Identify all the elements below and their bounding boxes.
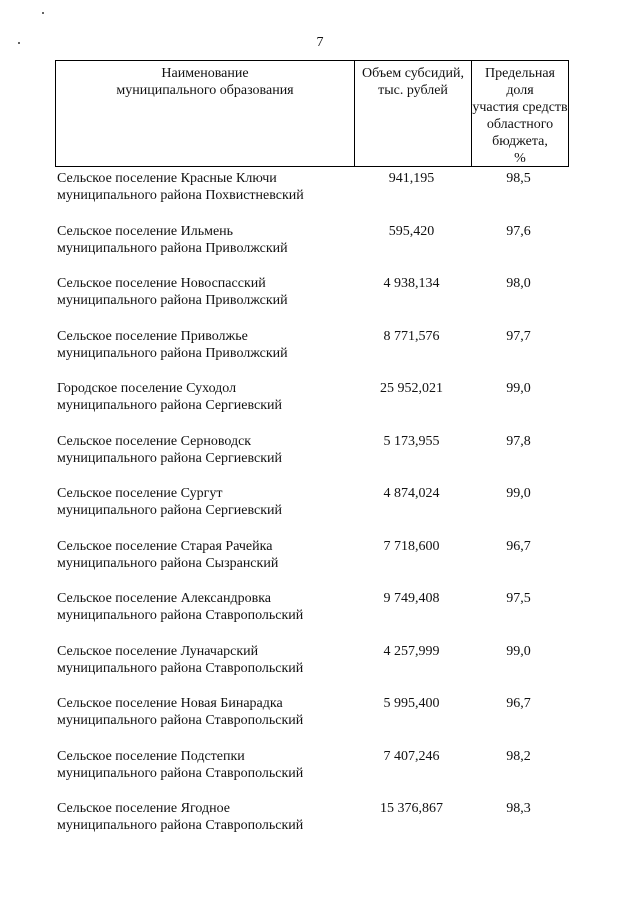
table-row (55, 641, 569, 694)
subsidy-amount: 5 995,400 (383, 696, 440, 711)
budget-share: 96,7 (506, 538, 531, 554)
subsidy-amount: 25 952,021 (380, 381, 443, 396)
settlement-name: Сельское поселение Новоспасский (57, 276, 266, 291)
table-row (55, 798, 569, 851)
table-row (55, 273, 569, 326)
district-name: муниципального района Сергиевский (57, 503, 283, 518)
table-row (55, 221, 569, 274)
header-share-line: % (514, 151, 526, 166)
subsidy-amount: 5 173,955 (383, 433, 440, 449)
settlement-name: Сельское поселение Красные Ключи (57, 171, 277, 186)
page-number: 7 (316, 35, 324, 50)
municipality-name (57, 380, 353, 414)
municipality-name (57, 433, 353, 467)
table-row (55, 431, 569, 484)
header-share-line: доля (506, 83, 534, 98)
municipality-name (57, 748, 353, 782)
municipality-name (57, 538, 353, 572)
district-name: муниципального района Приволжский (57, 293, 288, 308)
table-row (55, 168, 569, 221)
budget-share: 98,0 (506, 276, 531, 291)
table-header (55, 60, 569, 167)
settlement-name: Сельское поселение Подстепки (57, 748, 245, 764)
budget-share: 98,5 (506, 171, 531, 186)
header-amount-line: Объем субсидий, (362, 66, 464, 81)
district-name: муниципального района Ставропольский (57, 660, 304, 676)
header-share-line: Предельная (485, 66, 555, 81)
settlement-name: Сельское поселение Старая Рачейка (57, 538, 273, 554)
district-name: муниципального района Приволжский (57, 345, 288, 361)
table-row (55, 588, 569, 641)
municipality-name (57, 643, 353, 677)
settlement-name: Сельское поселение Сургут (57, 486, 223, 501)
district-name: муниципального района Похвистневский (57, 188, 304, 203)
settlement-name: Сельское поселение Новая Бинарадка (57, 696, 283, 711)
budget-share: 97,5 (506, 591, 531, 606)
municipality-name (57, 275, 353, 309)
header-amount-line: тыс. рублей (378, 83, 448, 98)
budget-share: 98,3 (506, 801, 531, 816)
subsidy-amount: 595,420 (388, 223, 435, 239)
district-name: муниципального района Сызранский (57, 555, 279, 571)
settlement-name: Сельское поселение Луначарский (57, 643, 259, 659)
subsidy-amount: 4 257,999 (383, 643, 440, 659)
budget-share: 99,0 (506, 381, 531, 396)
district-name: муниципального района Ставропольский (57, 818, 304, 833)
table-row (55, 746, 569, 799)
table-row (55, 326, 569, 379)
subsidy-amount: 7 718,600 (383, 538, 440, 554)
table-row (55, 483, 569, 536)
header-share-line: областного (486, 117, 554, 132)
settlement-name: Сельское поселение Ильмень (57, 223, 234, 239)
header-amount-column (354, 61, 471, 166)
subsidy-amount: 941,195 (388, 171, 435, 186)
district-name: муниципального района Ставропольский (57, 713, 304, 728)
municipality-name (57, 223, 353, 257)
settlement-name: Городское поселение Суходол (57, 381, 237, 396)
subsidy-amount: 4 938,134 (383, 276, 440, 291)
municipality-name (57, 170, 353, 204)
header-share-line: бюджета, (492, 134, 548, 149)
header-name-line: Наименование (161, 66, 249, 81)
district-name: муниципального района Ставропольский (57, 765, 304, 781)
header-share-column (471, 61, 568, 166)
table-row (55, 693, 569, 746)
budget-share: 99,0 (506, 486, 531, 501)
subsidy-amount: 8 771,576 (383, 328, 440, 344)
municipality-name (57, 590, 353, 624)
table-row (55, 536, 569, 589)
municipality-name (57, 695, 353, 729)
header-name-column (56, 61, 354, 166)
district-name: муниципального района Ставропольский (57, 608, 304, 623)
subsidy-amount: 4 874,024 (383, 486, 440, 501)
settlement-name: Сельское поселение Приволжье (57, 328, 248, 344)
municipality-name (57, 328, 353, 362)
budget-share: 97,7 (506, 328, 531, 344)
subsidy-amount: 9 749,408 (383, 591, 440, 606)
settlement-name: Сельское поселение Ягодное (57, 801, 230, 816)
subsidy-amount: 7 407,246 (383, 748, 440, 764)
district-name: муниципального района Приволжский (57, 240, 288, 256)
settlement-name: Сельское поселение Александровка (57, 591, 272, 606)
municipality-name (57, 485, 353, 519)
header-name-line: муниципального образования (116, 83, 294, 98)
budget-share: 96,7 (506, 696, 531, 711)
subsidy-amount: 15 376,867 (380, 801, 443, 816)
scan-speck (42, 12, 44, 14)
budget-share: 97,6 (506, 223, 531, 239)
budget-share: 98,2 (506, 748, 531, 764)
table-body (55, 168, 569, 851)
header-share-line: участия средств (472, 100, 568, 115)
budget-share: 99,0 (506, 643, 531, 659)
district-name: муниципального района Сергиевский (57, 450, 283, 466)
district-name: муниципального района Сергиевский (57, 398, 283, 413)
municipality-name (57, 800, 353, 834)
settlement-name: Сельское поселение Серноводск (57, 433, 252, 449)
budget-share: 97,8 (506, 433, 531, 449)
table-row (55, 378, 569, 431)
